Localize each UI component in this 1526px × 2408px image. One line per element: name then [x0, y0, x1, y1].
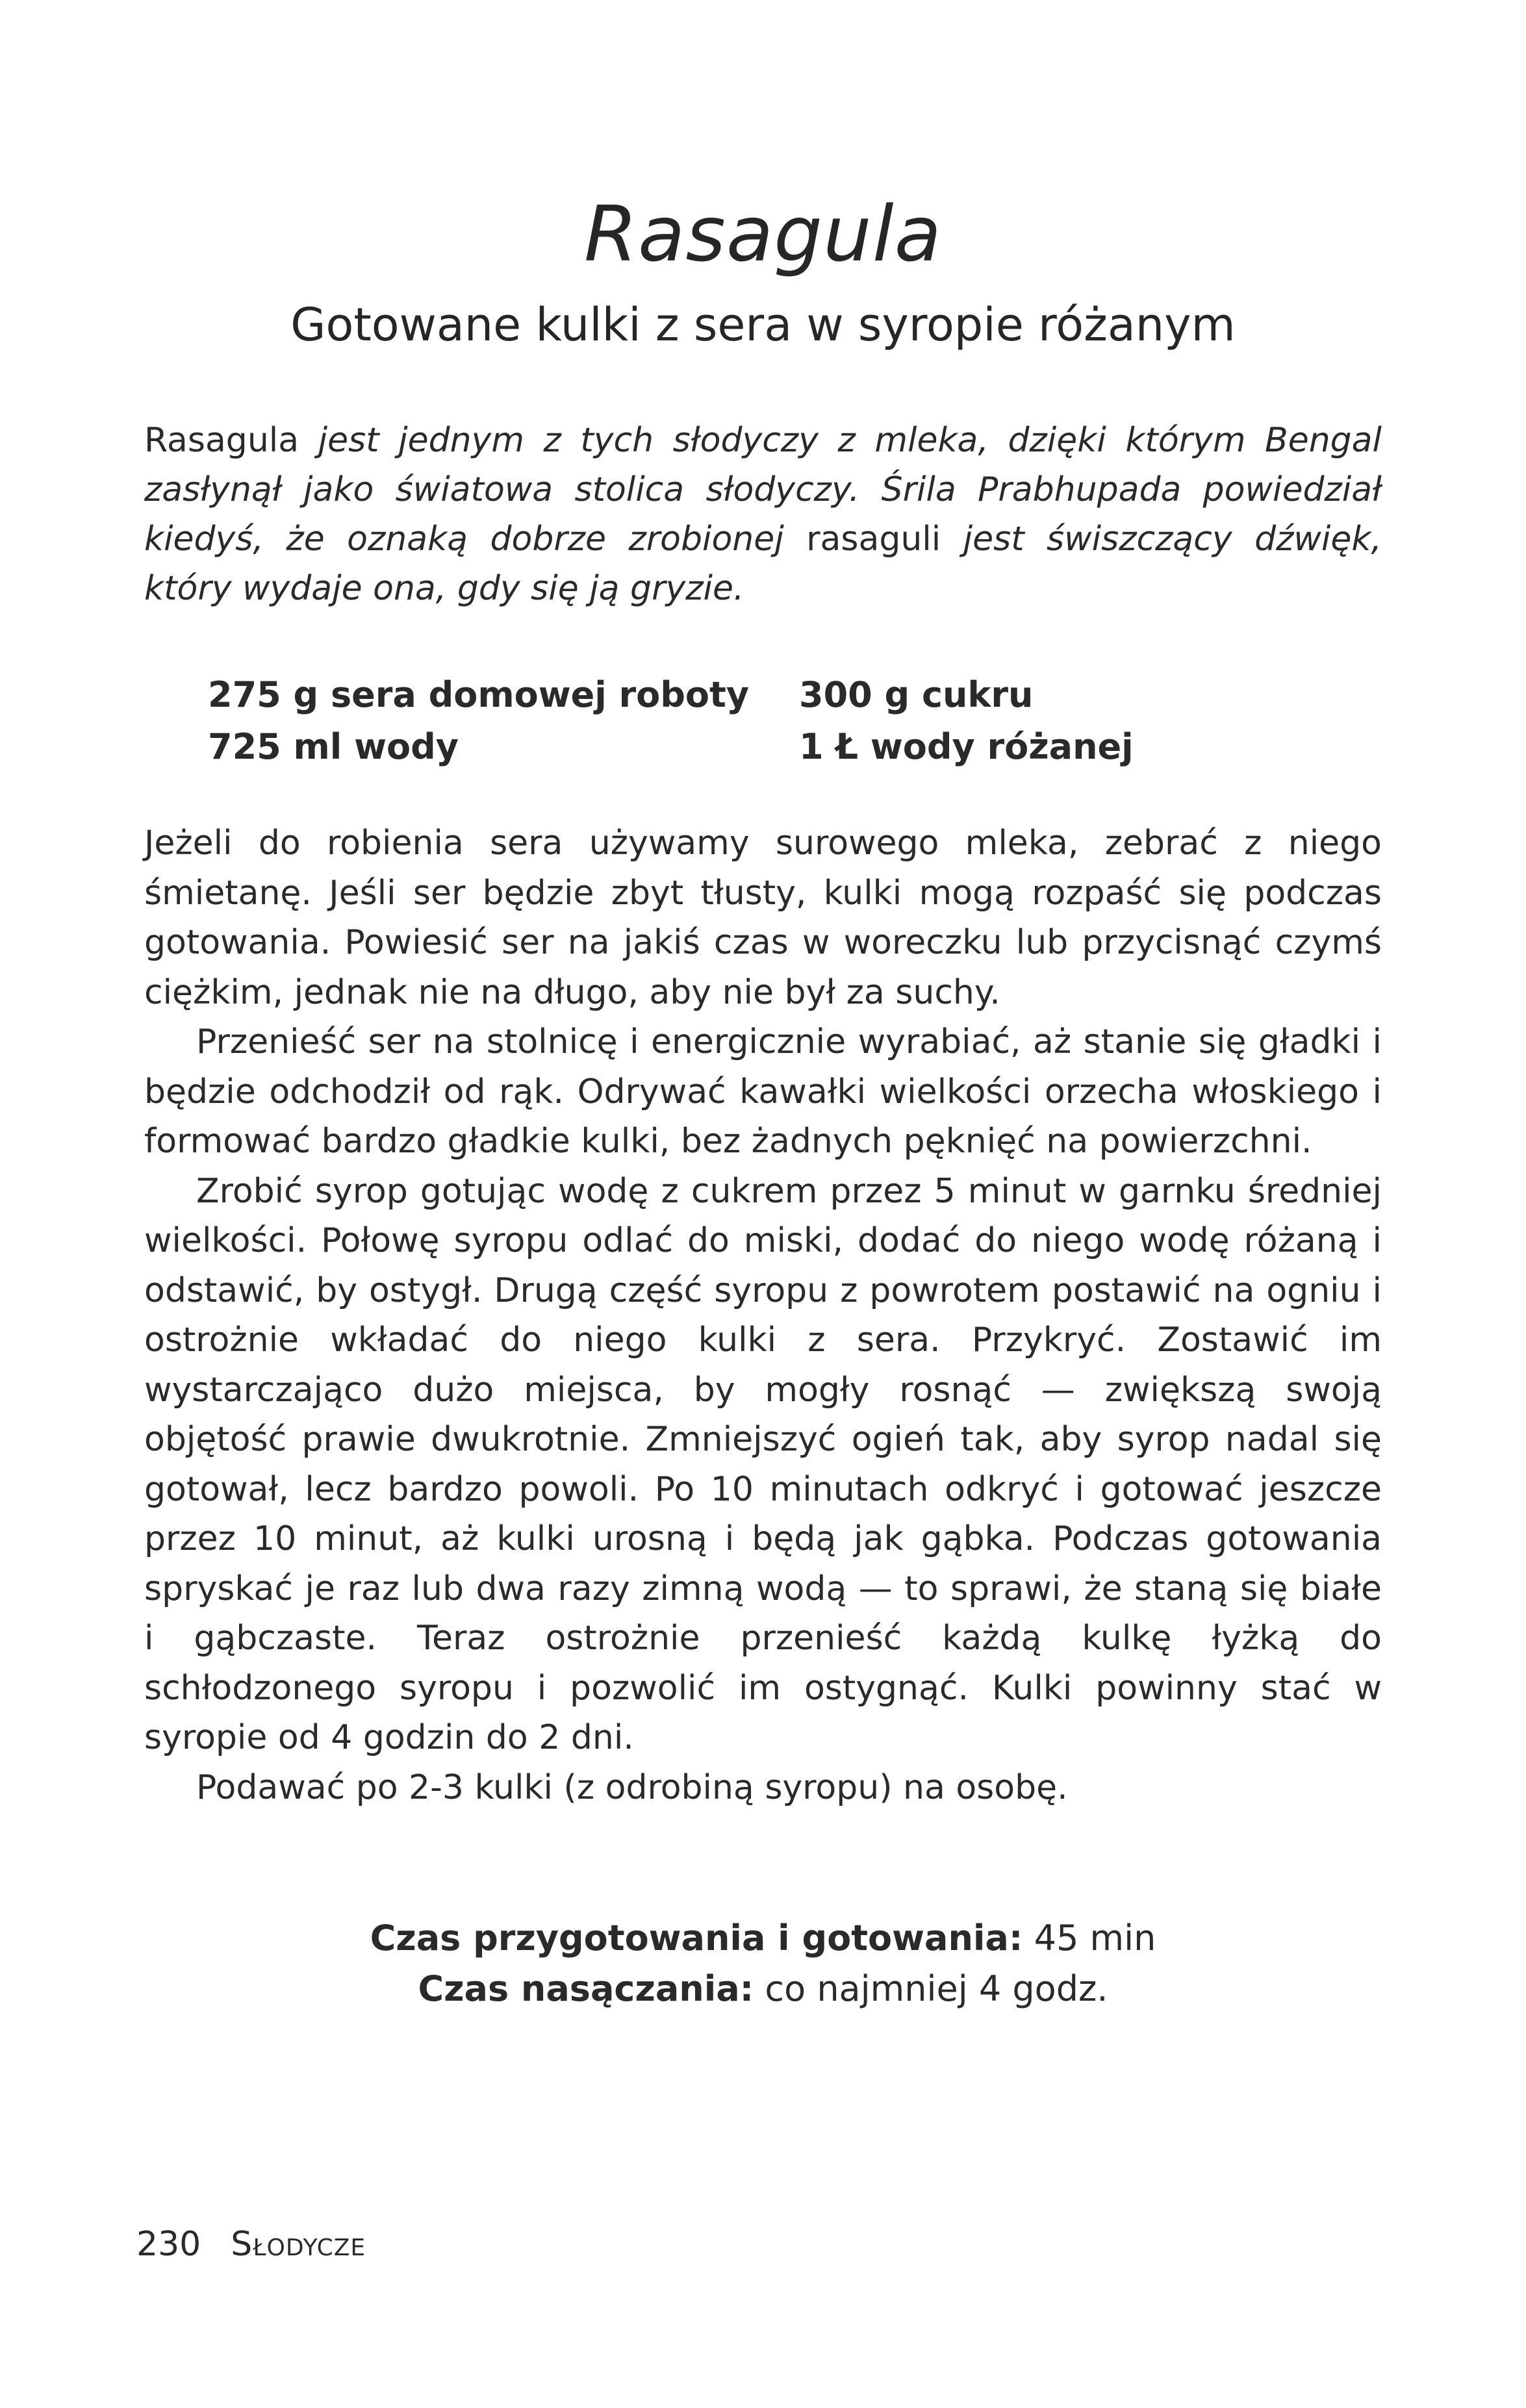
page-number: 230	[136, 2225, 201, 2264]
soak-time-label: Czas nasączania:	[418, 1968, 754, 2009]
recipe-subtitle: Gotowane kulki z sera w syropie różanym	[290, 298, 1236, 351]
intro-recipe-name-inflected: rasaguli	[806, 520, 941, 559]
method-paragraph: Podawać po 2-3 kulki (z odrobiną syropu) na osobę.	[196, 1768, 1068, 1807]
method-paragraph: Przenieść ser na stolnicę i energicznie wyrabiać, aż stanie się gładki i będzie odchodził od rąk. Odrywać kawałki wielkości orzecha włoskiego i formować bardzo gładkie kulki, bez żadnych pęknięć na powierzchni.	[144, 1022, 1382, 1161]
method-paragraph: Jeżeli do robienia sera używamy surowego mleka, zebrać z niego śmietanę. Jeśli ser będzie zbyt tłusty, kulki mogą rozpaść się podczas gotowania. Powiesić ser na jakiś czas w woreczku lub przycisnąć czymś ciężkim, jednak nie na długo, aby nie był za suchy.	[144, 824, 1382, 1012]
ingredient-item: 725 ml wody	[208, 726, 459, 767]
method-section	[144, 818, 1382, 1812]
soak-time-value: co najmniej 4 godz.	[754, 1968, 1108, 2009]
timing-info	[0, 1913, 1526, 2014]
ingredients-column-left	[208, 669, 749, 773]
intro-text-italic: jest jednym z tych słodyczy z mleka, dzięki którym Bengal zasłynął jako światowa stolica słodyczy. Śrila Prabhupada powiedział kiedyś, że oznaką dobrze zrobionej	[144, 421, 1382, 559]
ingredients-column-right	[799, 669, 1134, 773]
ingredient-item: 275 g sera domowej roboty	[208, 674, 750, 715]
soak-time	[0, 1964, 1526, 2014]
intro-recipe-name: Rasagula	[144, 421, 299, 460]
prep-time-value: 45 min	[1023, 1918, 1156, 1958]
prep-time-label: Czas przygotowania i gotowania:	[370, 1918, 1023, 1958]
page-footer	[136, 2222, 366, 2267]
ingredient-item: 300 g cukru	[799, 674, 1034, 715]
intro-paragraph	[144, 416, 1382, 613]
intro-text-italic-end: jest świszczący dźwięk, który wydaje ona, gdy się ją gryzie.	[144, 520, 1382, 608]
recipe-title: Rasagula	[584, 189, 942, 279]
method-paragraph: Zrobić syrop gotując wodę z cukrem przez 5 minut w garnku średniej wielkości. Połowę syropu odlać do miski, dodać do niego wodę różaną i odstawić, by ostygł. Drugą część syropu z powrotem postawić na ogniu i ostrożnie wkładać do niego kulki z sera. Przykryć. Zostawić im wystarczająco dużo miejsca, by mogły rosnąć — zwiększą swoją objętość prawie dwukrotnie. Zmniejszyć ogień tak, aby syrop nadal się gotował, lecz bardzo powoli. Po 10 minutach odkryć i gotować jeszcze przez 10 minut, aż kulki urosną i będą jak gąbka. Podczas gotowania spryskać je raz lub dwa razy zimną wodą — to sprawi, że staną się białe i gąbczaste. Teraz ostrożnie przenieść każdą kulkę łyżką do schłodzonego syropu i pozwolić im ostygnąć. Kulki powinny stać w syropie od 4 godzin do 2 dni.	[144, 1171, 1382, 1757]
ingredient-item: 1 Ł wody różanej	[799, 726, 1134, 767]
section-name: Słodycze	[231, 2225, 366, 2264]
prep-time	[0, 1913, 1526, 1964]
